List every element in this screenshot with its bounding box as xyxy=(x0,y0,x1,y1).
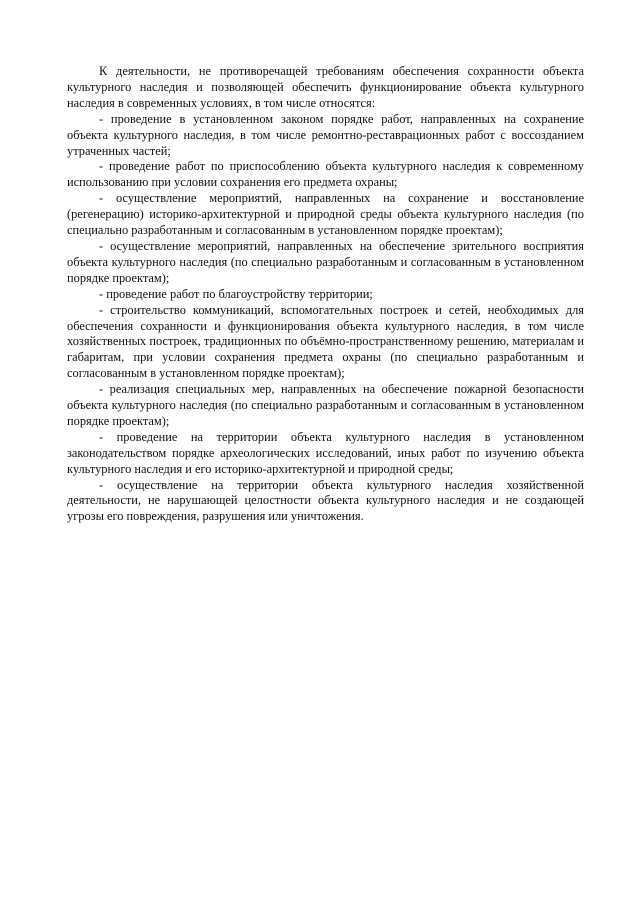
intro-paragraph: К деятельности, не противоречащей требованиям обеспечения сохранности объекта культурного наследия и позволяющей обеспечить функционирование объекта культурного наследия в современных условиях, в том числе относятся: xyxy=(67,64,584,110)
list-item: - проведение работ по приспособлению объекта культурного наследия к современному использованию при условии сохранения его предмета охраны; xyxy=(67,159,584,190)
list-item: - проведение работ по благоустройству территории; xyxy=(99,286,373,301)
list-item: - осуществление на территории объекта культурного наследия хозяйственной деятельности, не нарушающей целостности объекта культурного наследия и не создающей угрозы его повреждения, разрушения или уничтожения. xyxy=(67,477,584,524)
list-item: - реализация специальных мер, направленных на обеспечение пожарной безопасности объекта культурного наследия (по специально разработанным и согласованным в установленном порядке проектам); xyxy=(67,382,584,428)
list-item: - проведение на территории объекта культурного наследия в установленном законодательством порядке археологических исследований, иных работ по изучению объекта культурного наследия и его историко-архитектурной и природной среды; xyxy=(67,429,584,476)
list-item: - строительство коммуникаций, вспомогательных построек и сетей, необходимых для обеспечения сохранности и функционирования объекта культурного наследия, в том числе хозяйственных построек, традиционных по объёмно-пространственному решению, материалам и габаритам, при условии сохранения предмета охраны (по специально разработанным и согласованным в установленном порядке проектам); xyxy=(67,302,584,381)
list-item: - проведение в установленном законом порядке работ, направленных на сохранение объекта культурного наследия, в том числе ремонтно-реставрационных работ с воссозданием утраченных частей; xyxy=(67,111,584,158)
document-body xyxy=(67,64,584,525)
list-item: - осуществление мероприятий, направленных на сохранение и восстановление (регенерацию) историко-архитектурной и природной среды объекта культурного наследия (по специально разработанным и согласованным в установленном порядке проектам); xyxy=(67,191,584,238)
list-item: - осуществление мероприятий, направленных на обеспечение зрительного восприятия объекта культурного наследия (по специально разработанным и согласованным в установленном порядке проектам); xyxy=(67,238,584,285)
